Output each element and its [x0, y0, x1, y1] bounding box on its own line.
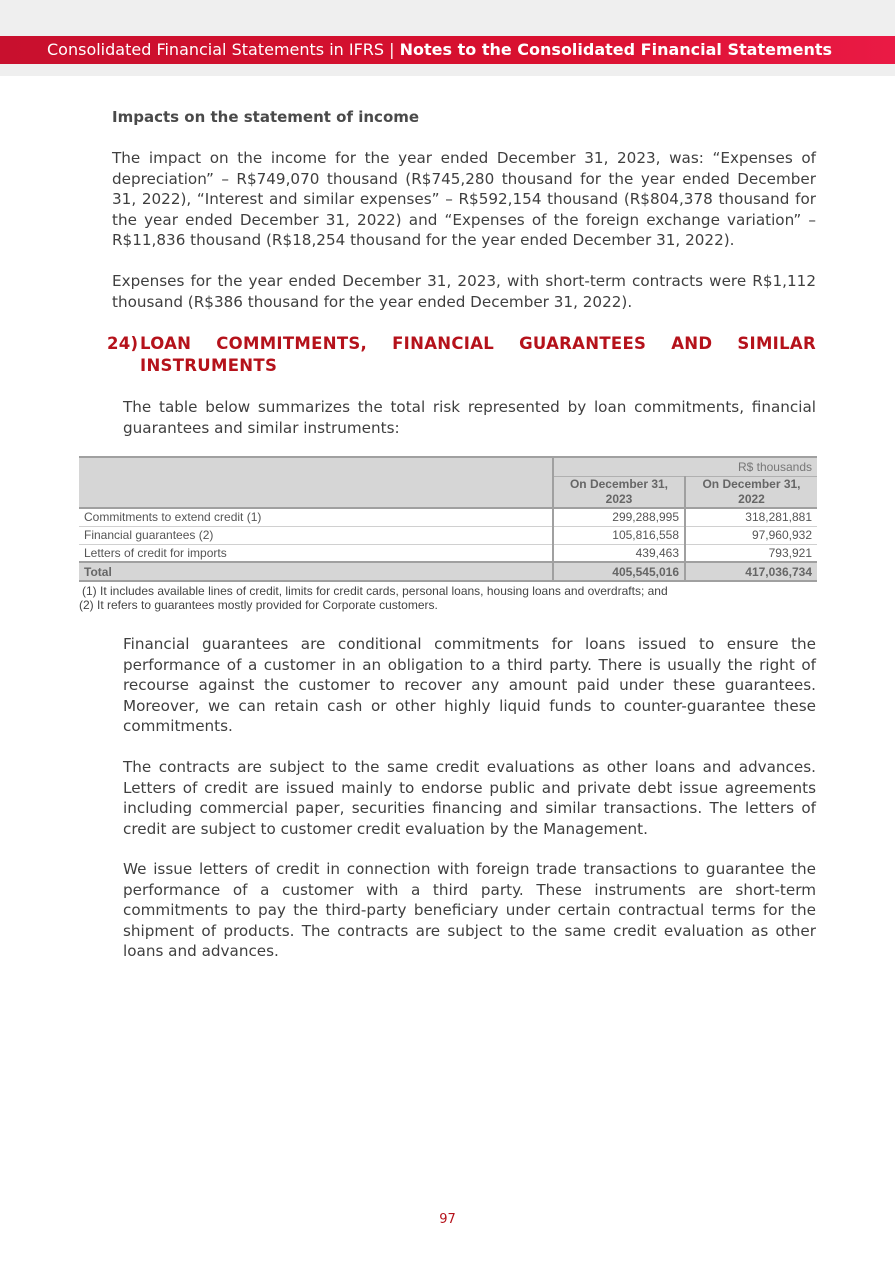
table-total-row [79, 562, 817, 581]
page-header [0, 36, 895, 64]
footnote-1: (1) It includes available lines of credit, limits for credit cards, personal loans, housing loans and overdrafts; and [82, 584, 668, 598]
total-label: Total [79, 562, 553, 581]
row-label: Letters of credit for imports [79, 544, 553, 562]
page-number: 97 [439, 1212, 456, 1227]
table-footnotes [79, 584, 668, 612]
table-row [79, 544, 817, 562]
body-paragraph-3: We issue letters of credit in connection with foreign trade transactions to guarantee the performance of a customer with a third party. These instruments are short-term commitments to pay the third-party beneficiary under certain contractual terms for the shipment of products. The contracts are subject to the same credit evaluation as other loans and advances. [123, 860, 816, 960]
section-intro: The table below summarizes the total risk represented by loan commitments, financial guarantees and similar instruments: [123, 398, 816, 437]
risk-table [79, 456, 817, 582]
row-value-2023: 299,288,995 [553, 508, 685, 526]
total-value-2023: 405,545,016 [553, 562, 685, 581]
row-value-2022: 97,960,932 [685, 526, 817, 544]
row-value-2022: 318,281,881 [685, 508, 817, 526]
section-title-line-1: LOAN COMMITMENTS, FINANCIAL GUARANTEES AND SIMILAR [140, 334, 816, 353]
income-paragraph-1: The impact on the income for the year ended December 31, 2023, was: “Expenses of depreciation” – R$749,070 thousand (R$745,280 thousand for the year ended December 31, 2022), “Interest and similar expenses” – R$592,154 thousand (R$804,378 thousand for the year ended December 31, 2022) and “Expenses of the foreign exchange variation” – R$11,836 thousand (R$18,254 thousand for the year ended December 31, 2022). [112, 149, 816, 249]
section-number: 24) [107, 334, 139, 353]
row-label: Commitments to extend credit (1) [79, 508, 553, 526]
header-underband [0, 64, 895, 76]
footnote-2: (2) It refers to guarantees mostly provided for Corporate customers. [79, 598, 438, 612]
header-left-title: Consolidated Financial Statements in IFRS | [47, 40, 395, 59]
row-value-2023: 439,463 [553, 544, 685, 562]
table-row [79, 526, 817, 544]
header-right-title: Notes to the Consolidated Financial Statements [399, 40, 833, 59]
total-value-2022: 417,036,734 [685, 562, 817, 581]
table-col-2022: On December 31, 2022 [685, 476, 817, 508]
section-title-line-2: INSTRUMENTS [140, 356, 278, 375]
body-paragraph-2: The contracts are subject to the same credit evaluations as other loans and advances. Letters of credit are issued mainly to endorse public and private debt issue agreements including commercial paper, securities financing and similar transactions. The letters of credit are subject to customer credit evaluation by the Management. [123, 758, 816, 838]
table-header-blank [79, 457, 553, 508]
row-label: Financial guarantees (2) [79, 526, 553, 544]
table-units: R$ thousands [553, 457, 817, 476]
top-band [0, 0, 895, 36]
body-paragraph-1: Financial guarantees are conditional commitments for loans issued to ensure the performance of a customer in an obligation to a third party. There is usually the right of recourse against the customer to recover any amount paid under these guarantees. Moreover, we can retain cash or other highly liquid funds to counter-guarantee these commitments. [123, 635, 816, 735]
row-value-2022: 793,921 [685, 544, 817, 562]
table-row [79, 508, 817, 526]
row-value-2023: 105,816,558 [553, 526, 685, 544]
income-paragraph-2: Expenses for the year ended December 31, 2023, with short-term contracts were R$1,112 thousand (R$386 thousand for the year ended December 31, 2022). [112, 272, 816, 311]
income-subheading: Impacts on the statement of income [112, 108, 420, 126]
table-col-2023: On December 31, 2023 [553, 476, 685, 508]
